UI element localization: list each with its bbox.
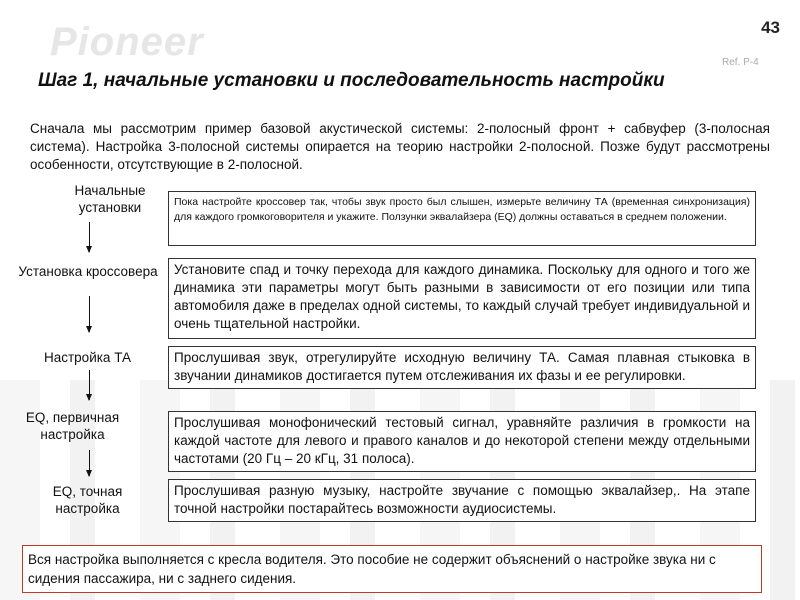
step-label-initial: Начальные установки bbox=[74, 183, 146, 215]
flow-arrow-icon bbox=[89, 296, 90, 332]
step-label-crossover: Установка кроссовера bbox=[18, 264, 158, 279]
step-description-ta: Прослушивая звук, отрегулируйте исходную величину ТА. Самая плавная стыковка в звучании динамиков достигается путем отслеживания их фазы и ее регулировки. bbox=[168, 346, 756, 389]
flow-arrow-icon bbox=[89, 222, 90, 252]
flow-arrow-icon bbox=[89, 450, 90, 476]
step-label-eq-initial: EQ, первичная настройка bbox=[25, 410, 120, 442]
step-label-eq-fine: EQ, точная настройка bbox=[52, 484, 123, 516]
step-description-eq-fine: Прослушивая разную музыку, настройте звучание с помощью эквалайзер,. На этапе точной настройки постарайтесь возможности аудиосистемы. bbox=[168, 479, 756, 522]
step-description-initial: Пока настройте кроссовер так, чтобы звук просто был слышен, измерьте величину ТА (временная синхронизация) для каждого громкоговорителя и укажите. Ползунки эквалайзера (EQ) должны оставаться в среднем положении. bbox=[168, 191, 756, 246]
footer-note: Вся настройка выполняется с кресла водителя. Это пособие не содержит объяснений о настройке звука ни с сидения пассажира, ни с заднего сидения. bbox=[22, 545, 762, 593]
step-description-eq-initial: Прослушивая монофонический тестовый сигнал, уравняйте различия в громкости на каждой частоте для левого и правого каналов и до некоторой степени между отдельными частотами (20 Гц – 20 кГц, 31 полоса). bbox=[168, 411, 756, 472]
step-label-ta: Настройка ТА bbox=[43, 350, 131, 365]
page-title: Шаг 1, начальные установки и последовательность настройки bbox=[38, 70, 665, 91]
reference-label: Ref. P-4 bbox=[722, 57, 759, 68]
pioneer-logo: Pioneer bbox=[50, 20, 204, 64]
flow-arrow-icon bbox=[89, 370, 90, 400]
intro-paragraph: Сначала мы рассмотрим пример базовой акустической системы: 2-полосный фронт + сабвуфер (3-полосная система). Настройка 3-полосной системы опирается на теорию настройки 2-полосной. Позже будут рассмотрены особенности, отсутствующие в 2-полосной. bbox=[30, 121, 770, 172]
page-number: 43 bbox=[761, 18, 780, 37]
step-description-crossover: Установите спад и точку перехода для каждого динамика. Поскольку для одного и того же динамика эти параметры могут быть разными в зависимости от его позиции или типа автомобиля даже в пределах одной системы, то каждый случай требует индивидуальной и очень тщательной настройки. bbox=[168, 258, 756, 339]
